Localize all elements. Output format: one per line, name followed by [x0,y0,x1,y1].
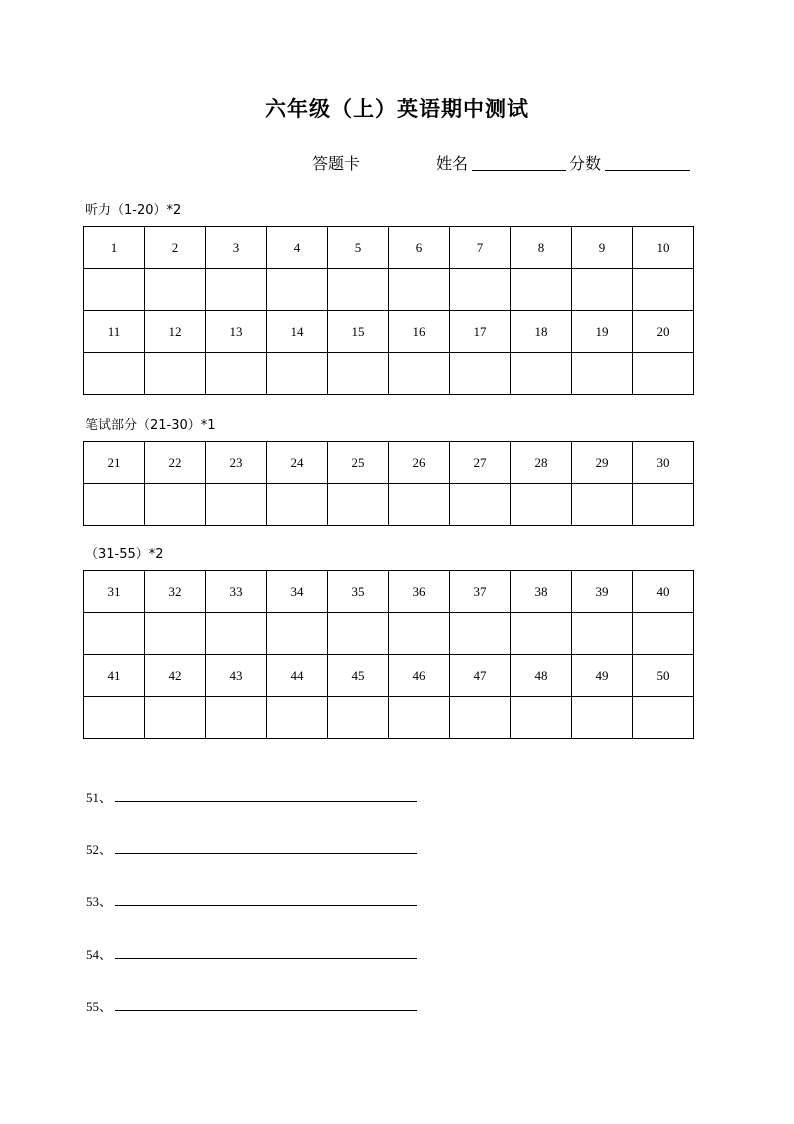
question-number-cell: 28 [511,442,572,484]
question-number-cell: 44 [267,655,328,697]
question-number-cell: 15 [328,311,389,353]
question-number-cell: 16 [389,311,450,353]
answer-blank[interactable] [115,905,417,906]
question-number: 54、 [86,947,113,962]
answer-card-label: 答题卡 [312,154,361,173]
answer-cell[interactable] [511,484,572,526]
question-number-cell: 37 [450,571,511,613]
question-number-row [84,311,694,353]
question-number-cell: 21 [84,442,145,484]
answer-cell[interactable] [206,613,267,655]
score-label: 分数 [569,154,602,173]
answer-cell[interactable] [450,697,511,739]
answer-cell[interactable] [450,613,511,655]
question-number-cell: 18 [511,311,572,353]
question-number-cell: 36 [389,571,450,613]
answer-cell[interactable] [145,484,206,526]
answer-blank[interactable] [115,853,417,854]
question-number-cell: 32 [145,571,206,613]
name-blank[interactable] [472,170,566,171]
answer-blank[interactable] [115,801,417,802]
question-number-cell: 29 [572,442,633,484]
answer-cell[interactable] [145,613,206,655]
question-number: 55、 [86,999,113,1014]
question-number-cell: 13 [206,311,267,353]
question-number-cell: 26 [389,442,450,484]
question-number-cell: 34 [267,571,328,613]
answer-cell[interactable] [84,697,145,739]
question-number-cell: 50 [633,655,694,697]
answer-cell[interactable] [572,353,633,395]
question-number-cell: 27 [450,442,511,484]
question-number-cell: 41 [84,655,145,697]
answer-cell[interactable] [328,613,389,655]
answer-row [84,484,694,526]
answer-cell[interactable] [145,697,206,739]
question-number-cell: 2 [145,227,206,269]
answer-line [86,944,426,962]
question-number-row [84,442,694,484]
question-number-cell: 40 [633,571,694,613]
question-number-cell: 5 [328,227,389,269]
answer-cell[interactable] [511,613,572,655]
answer-cell[interactable] [633,484,694,526]
written-answer-grid [83,441,694,526]
answer-cell[interactable] [511,697,572,739]
part3-answer-grid [83,570,694,739]
answer-cell[interactable] [389,353,450,395]
answer-cell[interactable] [206,353,267,395]
question-number-row [84,571,694,613]
answer-cell[interactable] [267,613,328,655]
question-number-cell: 25 [328,442,389,484]
answer-cell[interactable] [206,697,267,739]
answer-line [86,839,426,857]
answer-cell[interactable] [389,269,450,311]
answer-cell[interactable] [267,269,328,311]
question-number-cell: 6 [389,227,450,269]
answer-cell[interactable] [328,697,389,739]
answer-cell[interactable] [206,484,267,526]
answer-cell[interactable] [572,613,633,655]
answer-cell[interactable] [572,484,633,526]
answer-line [86,891,426,909]
answer-cell[interactable] [84,353,145,395]
question-number-cell: 31 [84,571,145,613]
question-number-cell: 39 [572,571,633,613]
answer-cell[interactable] [84,613,145,655]
question-number-row [84,227,694,269]
answer-cell[interactable] [145,353,206,395]
answer-cell[interactable] [267,484,328,526]
answer-cell[interactable] [328,484,389,526]
answer-cell[interactable] [450,484,511,526]
question-number-cell: 11 [84,311,145,353]
name-label: 姓名 [436,154,469,173]
answer-cell[interactable] [572,697,633,739]
answer-cell[interactable] [511,353,572,395]
answer-line [86,996,426,1014]
listening-section-label: 听力（1-20）*2 [85,203,182,218]
question-number-cell: 12 [145,311,206,353]
answer-blank[interactable] [115,1010,417,1011]
question-number-cell: 22 [145,442,206,484]
score-blank[interactable] [605,170,690,171]
question-number-cell: 9 [572,227,633,269]
answer-row [84,697,694,739]
answer-cell[interactable] [633,269,694,311]
question-number-cell: 1 [84,227,145,269]
answer-row [84,353,694,395]
answer-cell[interactable] [633,353,694,395]
question-number-cell: 46 [389,655,450,697]
question-number-cell: 33 [206,571,267,613]
listening-answer-grid [83,226,694,395]
answer-cell[interactable] [328,353,389,395]
answer-cell[interactable] [267,697,328,739]
answer-cell[interactable] [633,697,694,739]
question-number-cell: 3 [206,227,267,269]
answer-cell[interactable] [511,269,572,311]
answer-cell[interactable] [389,484,450,526]
answer-cell[interactable] [450,353,511,395]
written-section-label: 笔试部分（21-30）*1 [85,418,216,433]
answer-cell[interactable] [572,269,633,311]
question-number-cell: 4 [267,227,328,269]
question-number-cell: 38 [511,571,572,613]
question-number-cell: 47 [450,655,511,697]
part3-section-label: （31-55）*2 [85,547,164,562]
question-number-cell: 10 [633,227,694,269]
question-number-cell: 14 [267,311,328,353]
answer-row [84,269,694,311]
question-number-cell: 7 [450,227,511,269]
answer-cell[interactable] [328,269,389,311]
answer-cell[interactable] [84,484,145,526]
question-number-cell: 35 [328,571,389,613]
question-number-cell: 19 [572,311,633,353]
question-number: 53、 [86,894,113,909]
page-title: 六年级（上）英语期中测试 [265,97,529,121]
question-number-cell: 42 [145,655,206,697]
question-number-cell: 24 [267,442,328,484]
question-number-cell: 45 [328,655,389,697]
question-number-cell: 20 [633,311,694,353]
question-number-cell: 8 [511,227,572,269]
question-number: 51、 [86,790,113,805]
answer-cell[interactable] [267,353,328,395]
question-number-cell: 49 [572,655,633,697]
answer-cell[interactable] [633,613,694,655]
question-number-cell: 17 [450,311,511,353]
question-number-cell: 48 [511,655,572,697]
answer-cell[interactable] [206,269,267,311]
answer-cell[interactable] [389,697,450,739]
answer-cell[interactable] [145,269,206,311]
answer-cell[interactable] [84,269,145,311]
question-number-cell: 30 [633,442,694,484]
answer-row [84,613,694,655]
question-number: 52、 [86,842,113,857]
question-number-cell: 23 [206,442,267,484]
answer-blank[interactable] [115,958,417,959]
question-number-cell: 43 [206,655,267,697]
answer-cell[interactable] [389,613,450,655]
question-number-row [84,655,694,697]
answer-line [86,787,426,805]
answer-cell[interactable] [450,269,511,311]
